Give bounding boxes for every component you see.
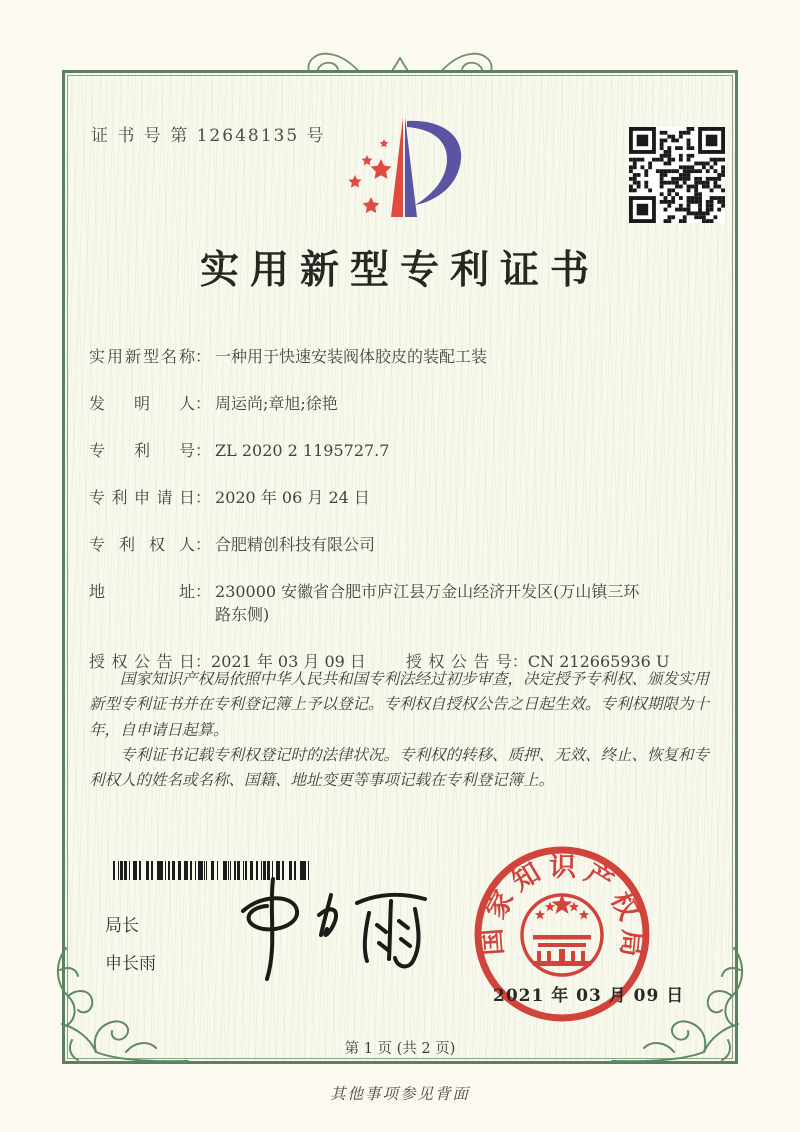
certificate-title: 实用新型专利证书: [199, 247, 600, 293]
legal-text: [89, 667, 711, 793]
field-value: 2021 年 03 月 09 日: [211, 652, 366, 671]
field-list: [89, 345, 709, 673]
field-inventor: [89, 392, 709, 415]
commissioner-signature: [215, 869, 455, 989]
field-colon: ：: [195, 535, 212, 554]
field-colon: ：: [195, 652, 212, 671]
bottom-right-floral-ornament: [608, 944, 768, 1066]
certificate-frame: [62, 70, 738, 1064]
field-label: 授权公告日: [89, 652, 195, 671]
field-value: 2020 年 06 月 24 日: [215, 488, 370, 507]
field-colon: ：: [195, 394, 212, 413]
field-colon: ：: [195, 347, 212, 366]
field-colon: ：: [195, 488, 212, 507]
commissioner-title: 局长: [105, 916, 139, 936]
field-address: [89, 580, 709, 626]
commissioner-name: 申长雨: [105, 954, 156, 974]
field-colon: ：: [511, 652, 528, 671]
seal-emblem: [522, 894, 602, 975]
field-patentee: [89, 533, 709, 556]
field-patent-no: [89, 439, 709, 462]
field-label: 授权公告号: [405, 652, 512, 671]
field-label: 发明人: [89, 394, 195, 413]
page-number: 第 1 页 (共 2 页): [344, 1041, 456, 1057]
field-colon: ：: [195, 582, 212, 601]
logo-stars: [348, 139, 391, 213]
field-label: 实用新型名称: [89, 347, 195, 366]
field-value: 周运尚;章旭;徐艳: [215, 394, 338, 413]
field-colon: ：: [195, 441, 212, 460]
cnipa-logo: [337, 113, 473, 225]
field-label: 专利申请日: [89, 488, 195, 507]
field-value: 一种用于快速安装阀体胶皮的装配工装: [215, 347, 488, 366]
bottom-left-floral-ornament: [32, 944, 192, 1066]
field-name: [89, 345, 709, 368]
field-label: 地址: [89, 582, 195, 601]
back-note: 其他事项参见背面: [329, 1085, 470, 1103]
field-value: 合肥精创科技有限公司: [215, 535, 376, 554]
field-label: 专利权人: [89, 535, 195, 554]
legal-paragraph-1: 国家知识产权局依照中华人民共和国专利法经过初步审查，决定授予专利权、颁发实用新型专利证书并在专利登记簿上予以登记。专利权自授权公告之日起生效。专利权期限为十年，自申请日起算。: [89, 670, 710, 739]
seal-ring-text: 国家知识产权局: [476, 851, 648, 958]
field-value: CN 212665936 U: [527, 652, 670, 671]
field-label: 专利号: [89, 441, 195, 460]
field-filing-date: [89, 486, 709, 509]
qr-code: [629, 127, 725, 223]
certificate-number: 证 书 号 第 12648135 号: [91, 126, 326, 146]
seal-date: 2021 年 03 月 09 日: [493, 986, 685, 1006]
field-value: 230000 安徽省合肥市庐江县万金山经济开发区(万山镇三环路东侧): [215, 582, 640, 624]
field-value: ZL 2020 2 1195727.7: [215, 441, 390, 460]
legal-paragraph-2: 专利证书记载专利权登记时的法律状况。专利权的转移、质押、无效、终止、恢复和专利权人的姓名或名称、国籍、地址变更等事项记载在专利登记簿上。: [89, 745, 710, 789]
